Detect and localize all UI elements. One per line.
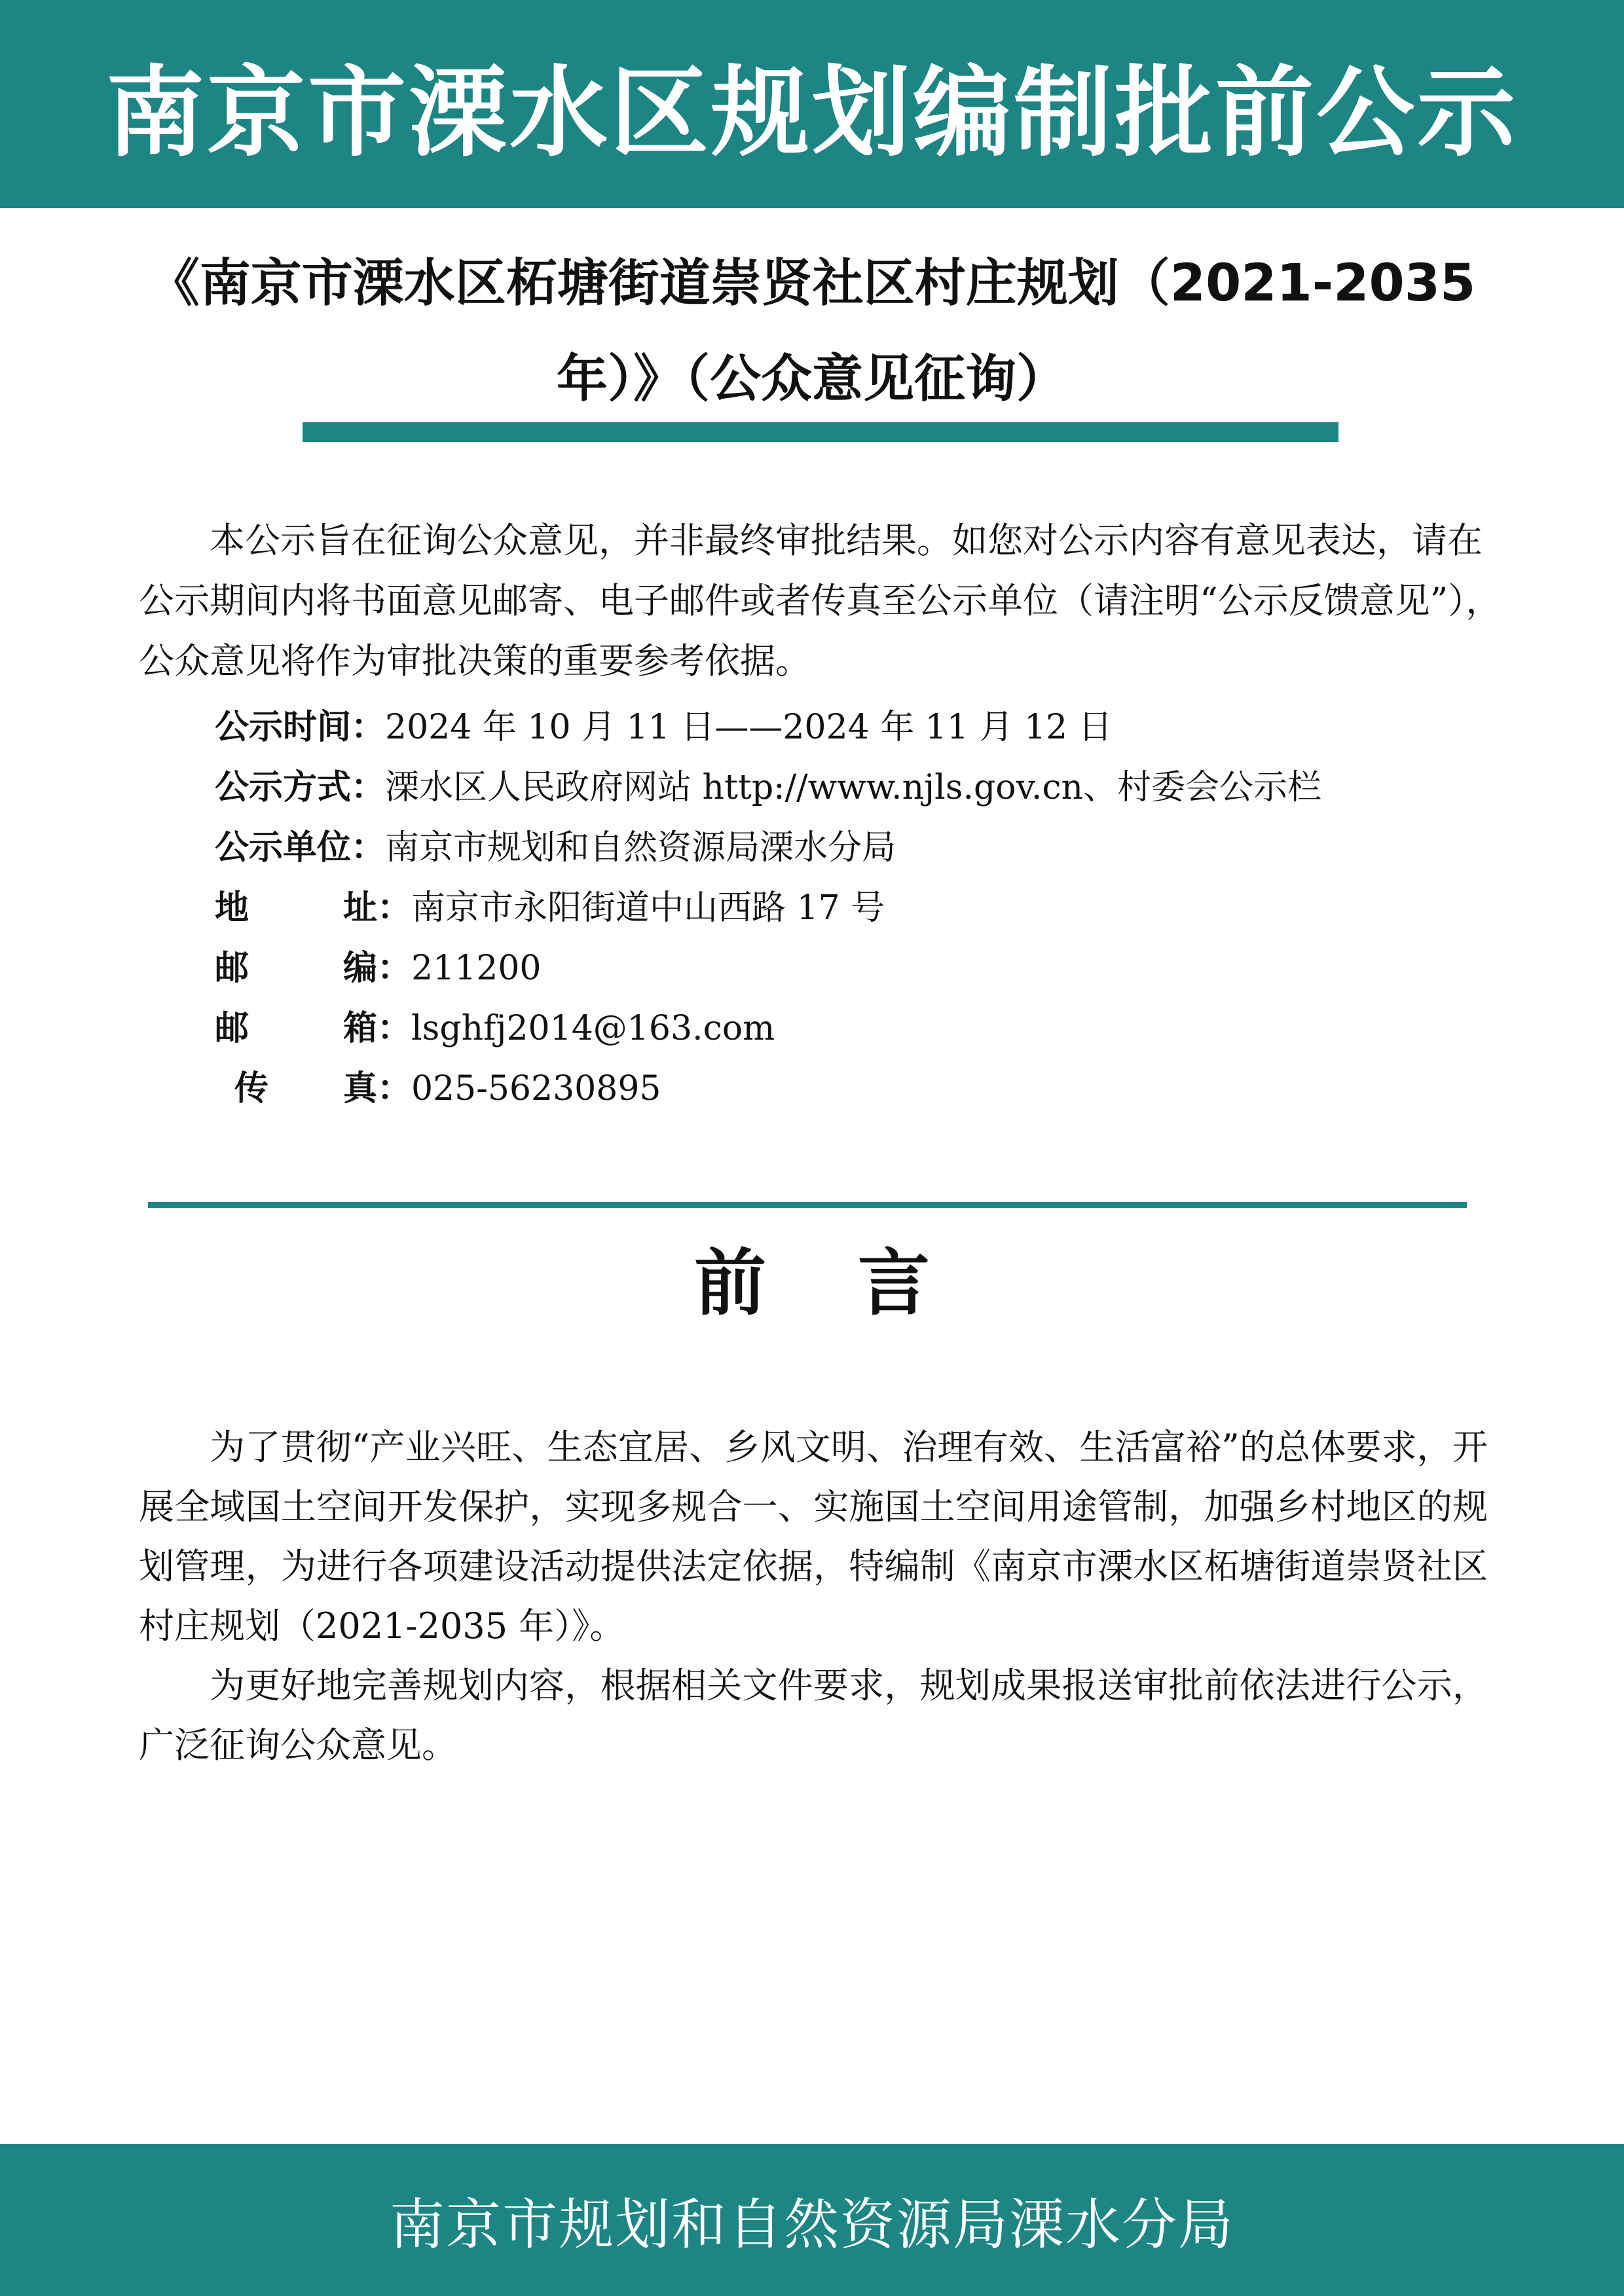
email-label-first: 邮	[215, 1009, 249, 1048]
notice-paragraph: 本公示旨在征询公众意见，并非最终审批结果。如您对公示内容有意见表达，请在公示期间内将书面意见邮寄、电子邮件或者传真至公示单位（请注明“公示反馈意见”），公众意见将作为审批决策的重要参考依据。	[139, 520, 1502, 682]
postcode-label	[215, 938, 411, 998]
info-row-time	[215, 697, 1511, 757]
info-row-address	[215, 878, 1511, 938]
postcode-label-first: 邮	[215, 949, 249, 988]
fax-label	[215, 1059, 411, 1119]
header-title: 南京市溧水区规划编制批前公示	[105, 56, 1518, 170]
document-title-line2: 年）》（公众意见征询）	[556, 350, 1067, 409]
address-label-first: 地	[215, 888, 249, 928]
postcode-label-second: 编：	[342, 949, 411, 988]
preface-block	[139, 1417, 1488, 1775]
notice-block	[139, 511, 1507, 691]
preface-paragraph-2: 为更好地完善规划内容，根据相关文件要求，规划成果报送审批前依法进行公示，广泛征询公众意见。	[139, 1665, 1488, 1766]
unit-value: 南京市规划和自然资源局溧水分局	[385, 828, 896, 867]
preface-paragraph-1: 为了贯彻“产业兴旺、生态宜居、乡风文明、治理有效、生活富裕”的总体要求，开展全域国土空间开发保护，实现多规合一、实施国土空间用途管制，加强乡村地区的规划管理，为进行各项建设活动提供法定依据，特编制《南京市溧水区柘塘街道崇贤社区村庄规划（2021-2035 年）》。	[139, 1427, 1488, 1647]
header-banner	[0, 0, 1624, 208]
fax-label-first: 传	[234, 1069, 269, 1108]
fax-value: 025-56230895	[411, 1069, 661, 1108]
document-title-line1: 《南京市溧水区柘塘街道崇贤社区村庄规划（2021-2035	[148, 254, 1476, 313]
time-label: 公示时间：	[215, 708, 386, 747]
preface-heading: 前言	[694, 1241, 1022, 1325]
fax-label-second: 真：	[342, 1069, 411, 1108]
time-value: 2024 年 10 月 11 日——2024 年 11 月 12 日	[385, 708, 1113, 747]
method-value: 溧水区人民政府网站 http://www.njls.gov.cn、村委会公示栏	[385, 768, 1321, 807]
email-label-second: 箱：	[342, 1009, 411, 1048]
method-label: 公示方式：	[215, 768, 386, 807]
unit-label: 公示单位：	[215, 828, 386, 867]
info-row-method	[215, 757, 1511, 818]
document-title	[98, 236, 1526, 427]
address-label	[215, 878, 411, 938]
info-row-unit	[215, 818, 1511, 878]
publication-info-list	[215, 697, 1511, 1119]
address-label-second: 址：	[342, 888, 411, 928]
email-label	[215, 998, 411, 1059]
address-value: 南京市永阳街道中山西路 17 号	[411, 888, 885, 928]
section-divider	[148, 1202, 1467, 1208]
title-divider	[303, 422, 1338, 442]
info-row-email	[215, 998, 1511, 1059]
info-row-postcode	[215, 938, 1511, 998]
info-row-fax	[215, 1059, 1511, 1119]
email-value: lsghfj2014@163.com	[411, 1009, 775, 1048]
footer-banner	[0, 2144, 1624, 2296]
footer-organization: 南京市规划和自然资源局溧水分局	[389, 2192, 1234, 2257]
postcode-value: 211200	[411, 949, 542, 988]
